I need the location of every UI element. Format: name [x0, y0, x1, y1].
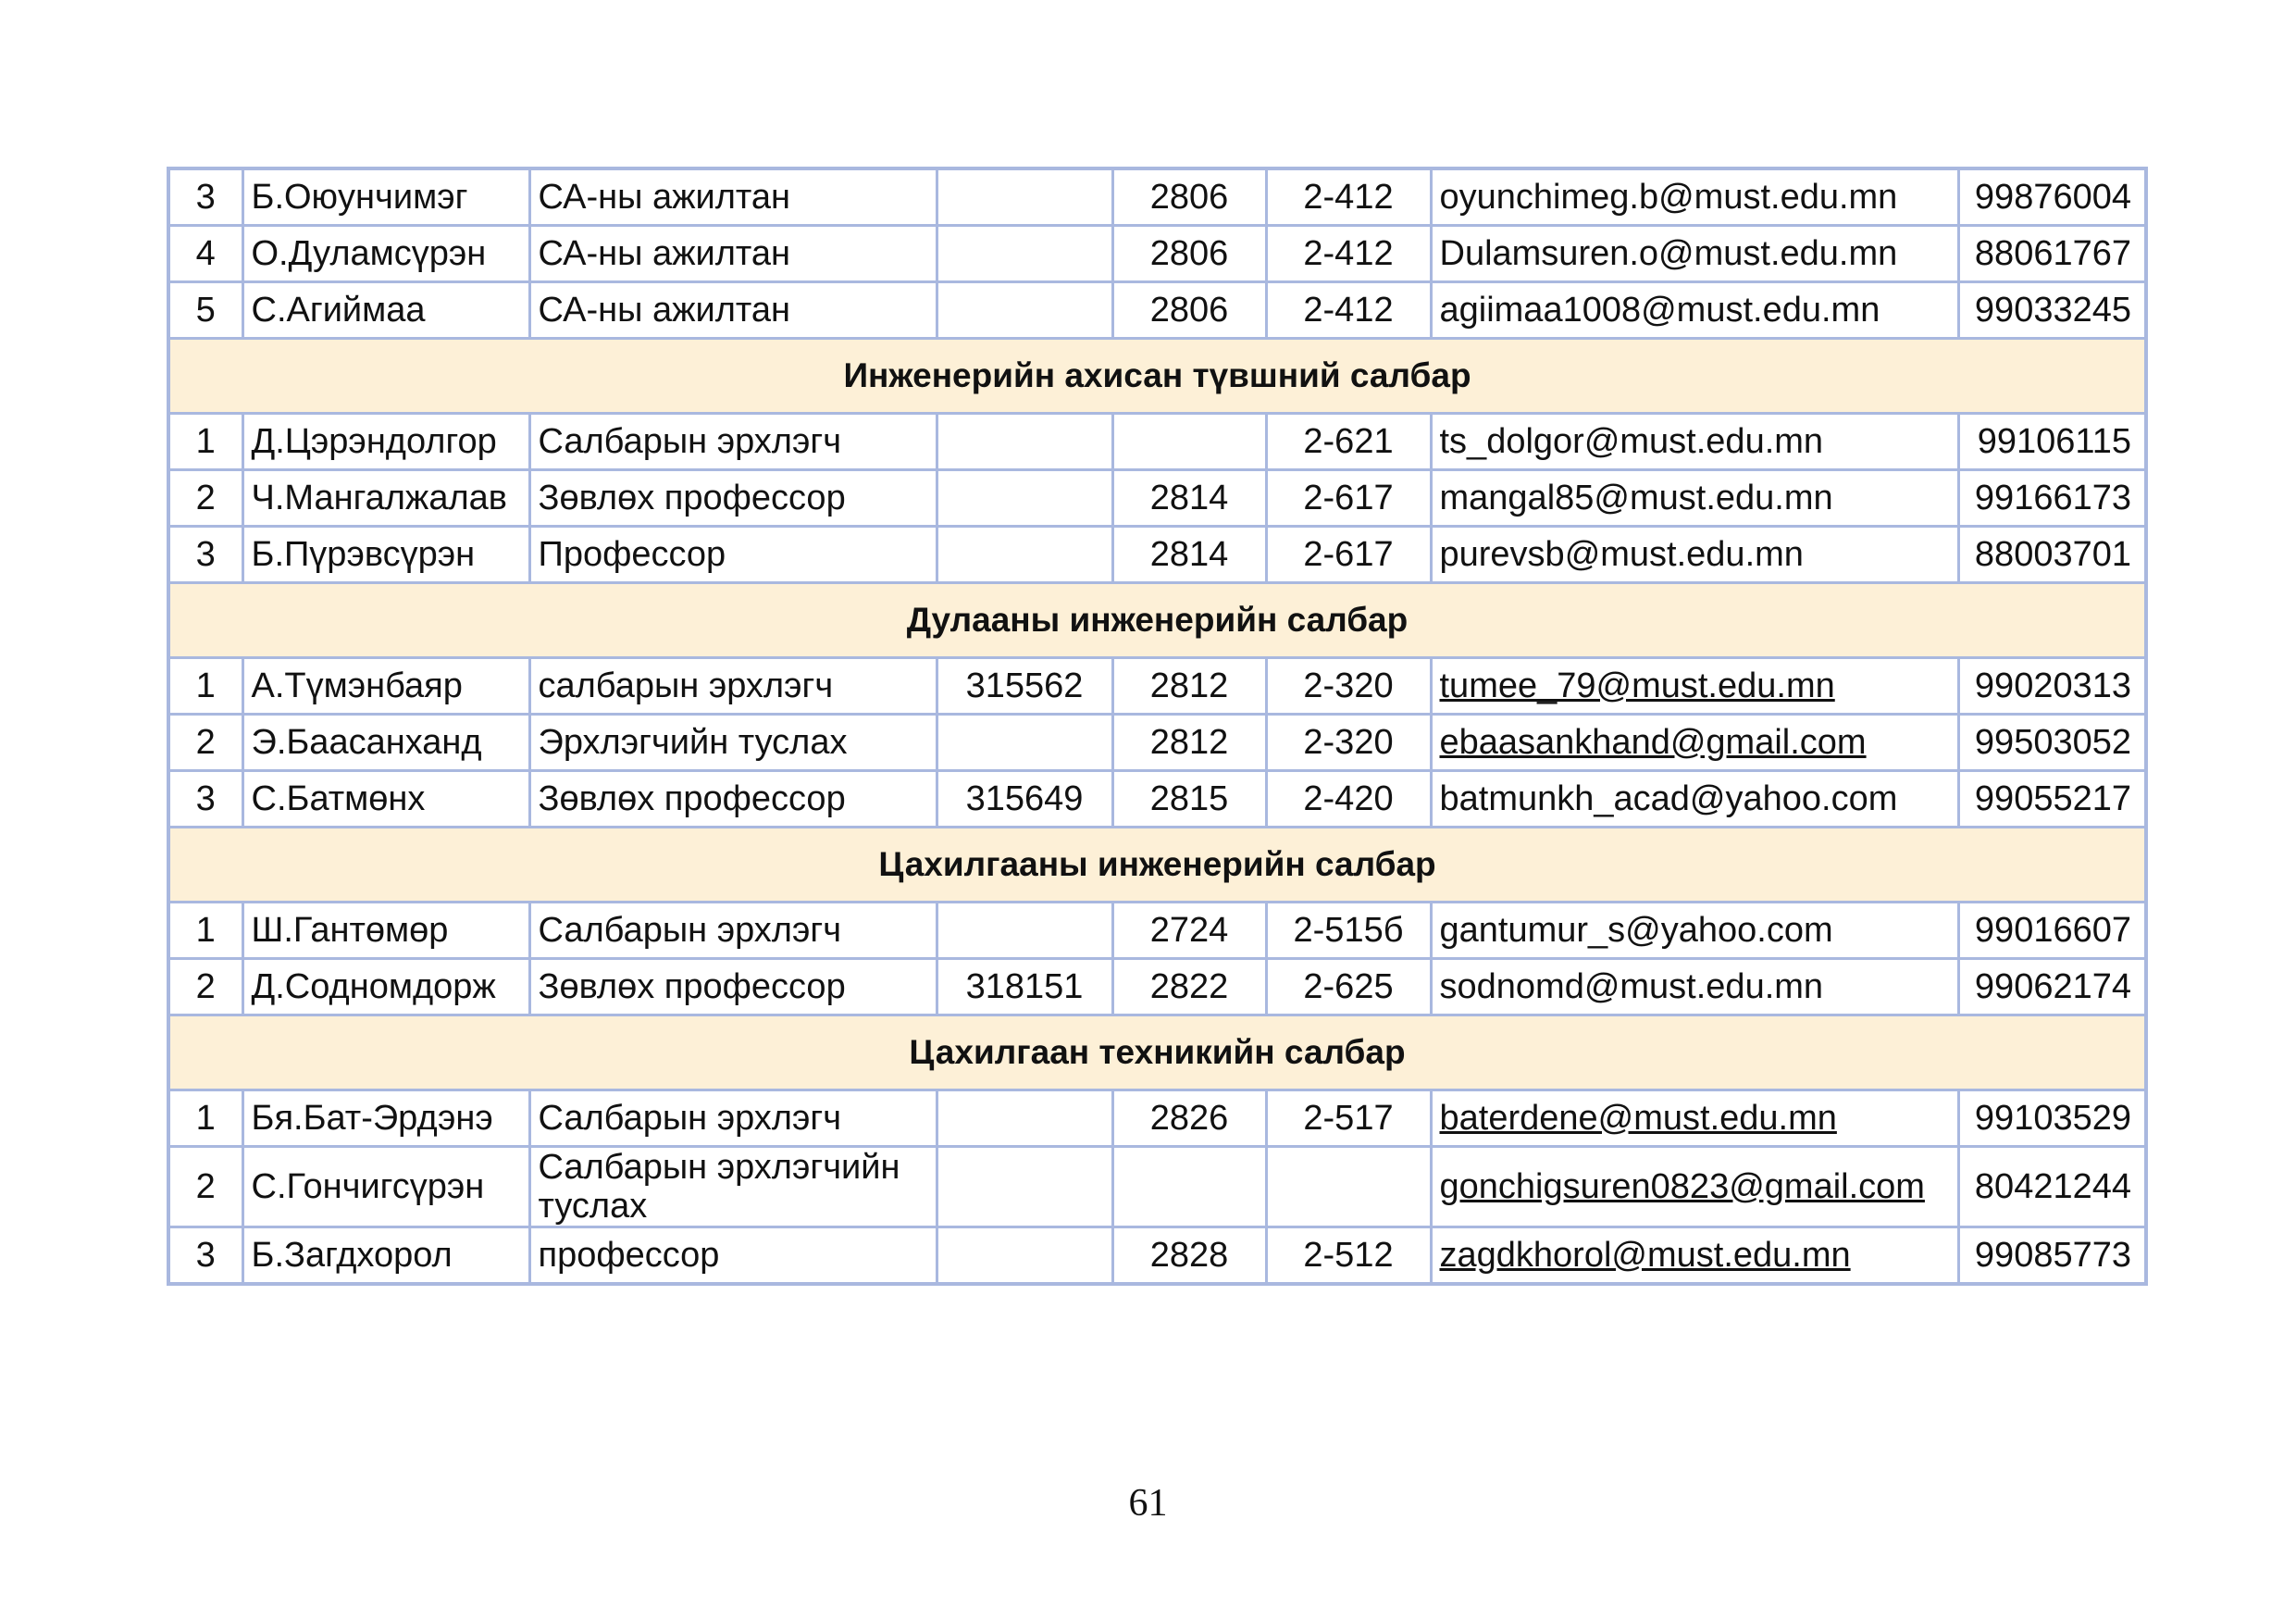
table-row	[168, 1090, 2146, 1147]
name-cell: А.Түмэнбаяр	[242, 658, 529, 715]
position-cell: СА-ны ажилтан	[529, 282, 937, 339]
room-cell: 2-412	[1266, 226, 1431, 282]
phone-cell	[937, 226, 1112, 282]
email-cell: agiimaa1008@must.edu.mn	[1431, 282, 1958, 339]
email-cell: ts_dolgor@must.edu.mn	[1431, 414, 1958, 470]
extension-cell: 2814	[1112, 470, 1266, 527]
row-number-cell: 4	[168, 226, 242, 282]
name-cell: Б.Пүрэвсүрэн	[242, 527, 529, 583]
extension-cell: 2822	[1112, 959, 1266, 1015]
section-title: Цахилгаан техникийн салбар	[168, 1015, 2146, 1090]
room-cell: 2-617	[1266, 470, 1431, 527]
phone-cell	[937, 715, 1112, 771]
table-body	[168, 168, 2146, 1284]
row-number-cell: 3	[168, 771, 242, 828]
extension-cell: 2828	[1112, 1227, 1266, 1285]
extension-cell: 2812	[1112, 715, 1266, 771]
name-cell: Б.Оюунчимэг	[242, 168, 529, 226]
phone-cell	[937, 282, 1112, 339]
position-cell: СА-ны ажилтан	[529, 168, 937, 226]
room-cell: 2-320	[1266, 658, 1431, 715]
phone-cell	[937, 527, 1112, 583]
extension-cell	[1112, 414, 1266, 470]
room-cell: 2-412	[1266, 168, 1431, 226]
name-cell: Ч.Мангалжалав	[242, 470, 529, 527]
mobile-cell: 88061767	[1958, 226, 2146, 282]
name-cell: Ш.Гантөмөр	[242, 903, 529, 959]
email-cell: gantumur_s@yahoo.com	[1431, 903, 1958, 959]
mobile-cell: 99020313	[1958, 658, 2146, 715]
row-number-cell: 3	[168, 168, 242, 226]
phone-cell	[937, 414, 1112, 470]
position-cell: Салбарын эрхлэгч	[529, 414, 937, 470]
extension-cell: 2724	[1112, 903, 1266, 959]
row-number-cell: 1	[168, 903, 242, 959]
row-number-cell: 1	[168, 658, 242, 715]
row-number-cell: 5	[168, 282, 242, 339]
row-number-cell: 2	[168, 470, 242, 527]
email-cell: purevsb@must.edu.mn	[1431, 527, 1958, 583]
extension-cell: 2806	[1112, 168, 1266, 226]
section-header-row	[168, 339, 2146, 414]
email-cell[interactable]: zagdkhorol@must.edu.mn	[1431, 1227, 1958, 1285]
row-number-cell: 3	[168, 1227, 242, 1285]
room-cell: 2-420	[1266, 771, 1431, 828]
email-cell: sodnomd@must.edu.mn	[1431, 959, 1958, 1015]
extension-cell: 2826	[1112, 1090, 1266, 1147]
position-cell: Эрхлэгчийн туслах	[529, 715, 937, 771]
mobile-cell: 88003701	[1958, 527, 2146, 583]
table-row	[168, 715, 2146, 771]
row-number-cell: 3	[168, 527, 242, 583]
table-row	[168, 527, 2146, 583]
mobile-cell: 99503052	[1958, 715, 2146, 771]
table-row	[168, 1227, 2146, 1285]
room-cell: 2-320	[1266, 715, 1431, 771]
mobile-cell: 80421244	[1958, 1147, 2146, 1227]
extension-cell: 2806	[1112, 282, 1266, 339]
email-cell: batmunkh_acad@yahoo.com	[1431, 771, 1958, 828]
email-cell[interactable]: ebaasankhand@gmail.com	[1431, 715, 1958, 771]
mobile-cell: 99055217	[1958, 771, 2146, 828]
email-cell: Dulamsuren.o@must.edu.mn	[1431, 226, 1958, 282]
email-cell[interactable]: baterdene@must.edu.mn	[1431, 1090, 1958, 1147]
name-cell: Д.Содномдорж	[242, 959, 529, 1015]
position-cell: Салбарын эрхлэгчийн туслах	[529, 1147, 937, 1227]
position-cell: Салбарын эрхлэгч	[529, 903, 937, 959]
room-cell: 2-625	[1266, 959, 1431, 1015]
row-number-cell: 2	[168, 715, 242, 771]
room-cell: 2-515б	[1266, 903, 1431, 959]
table-row	[168, 470, 2146, 527]
mobile-cell: 99106115	[1958, 414, 2146, 470]
position-cell: Салбарын эрхлэгч	[529, 1090, 937, 1147]
mobile-cell: 99033245	[1958, 282, 2146, 339]
room-cell: 2-621	[1266, 414, 1431, 470]
table-row	[168, 414, 2146, 470]
extension-cell: 2814	[1112, 527, 1266, 583]
mobile-cell: 99016607	[1958, 903, 2146, 959]
position-cell: Зөвлөх профессор	[529, 771, 937, 828]
position-cell: салбарын эрхлэгч	[529, 658, 937, 715]
room-cell	[1266, 1147, 1431, 1227]
phone-cell	[937, 168, 1112, 226]
section-title: Дулааны инженерийн салбар	[168, 583, 2146, 658]
phone-cell: 315562	[937, 658, 1112, 715]
row-number-cell: 1	[168, 414, 242, 470]
room-cell: 2-617	[1266, 527, 1431, 583]
position-cell: Зөвлөх профессор	[529, 959, 937, 1015]
page-number: 61	[1128, 1482, 1168, 1525]
row-number-cell: 2	[168, 1147, 242, 1227]
position-cell: Профессор	[529, 527, 937, 583]
name-cell: Д.Цэрэндолгор	[242, 414, 529, 470]
table-row	[168, 282, 2146, 339]
table-row	[168, 903, 2146, 959]
email-cell[interactable]: gonchigsuren0823@gmail.com	[1431, 1147, 1958, 1227]
email-cell: oyunchimeg.b@must.edu.mn	[1431, 168, 1958, 226]
email-cell: mangal85@must.edu.mn	[1431, 470, 1958, 527]
section-header-row	[168, 583, 2146, 658]
phone-cell	[937, 1227, 1112, 1285]
row-number-cell: 1	[168, 1090, 242, 1147]
room-cell: 2-512	[1266, 1227, 1431, 1285]
section-header-row	[168, 828, 2146, 903]
table-row	[168, 226, 2146, 282]
extension-cell: 2806	[1112, 226, 1266, 282]
phone-cell: 315649	[937, 771, 1112, 828]
name-cell: О.Дуламсүрэн	[242, 226, 529, 282]
section-title: Цахилгааны инженерийн салбар	[168, 828, 2146, 903]
mobile-cell: 99876004	[1958, 168, 2146, 226]
row-number-cell: 2	[168, 959, 242, 1015]
mobile-cell: 99085773	[1958, 1227, 2146, 1285]
table-row	[168, 959, 2146, 1015]
phone-cell	[937, 470, 1112, 527]
name-cell: С.Агиймаа	[242, 282, 529, 339]
section-title: Инженерийн ахисан түвшний салбар	[168, 339, 2146, 414]
position-cell: СА-ны ажилтан	[529, 226, 937, 282]
table-row	[168, 658, 2146, 715]
staff-directory-table	[167, 167, 2148, 1286]
table-row	[168, 168, 2146, 226]
extension-cell	[1112, 1147, 1266, 1227]
name-cell: Бя.Бат-Эрдэнэ	[242, 1090, 529, 1147]
room-cell: 2-412	[1266, 282, 1431, 339]
table-row	[168, 771, 2146, 828]
phone-cell: 318151	[937, 959, 1112, 1015]
name-cell: С.Гончигсүрэн	[242, 1147, 529, 1227]
extension-cell: 2812	[1112, 658, 1266, 715]
name-cell: С.Батмөнх	[242, 771, 529, 828]
room-cell: 2-517	[1266, 1090, 1431, 1147]
mobile-cell: 99062174	[1958, 959, 2146, 1015]
phone-cell	[937, 1090, 1112, 1147]
phone-cell	[937, 903, 1112, 959]
mobile-cell: 99166173	[1958, 470, 2146, 527]
name-cell: Б.Загдхорол	[242, 1227, 529, 1285]
name-cell: Э.Баасанханд	[242, 715, 529, 771]
email-cell[interactable]: tumee_79@must.edu.mn	[1431, 658, 1958, 715]
section-header-row	[168, 1015, 2146, 1090]
position-cell: профессор	[529, 1227, 937, 1285]
position-cell: Зөвлөх профессор	[529, 470, 937, 527]
phone-cell	[937, 1147, 1112, 1227]
extension-cell: 2815	[1112, 771, 1266, 828]
table-row	[168, 1147, 2146, 1227]
mobile-cell: 99103529	[1958, 1090, 2146, 1147]
